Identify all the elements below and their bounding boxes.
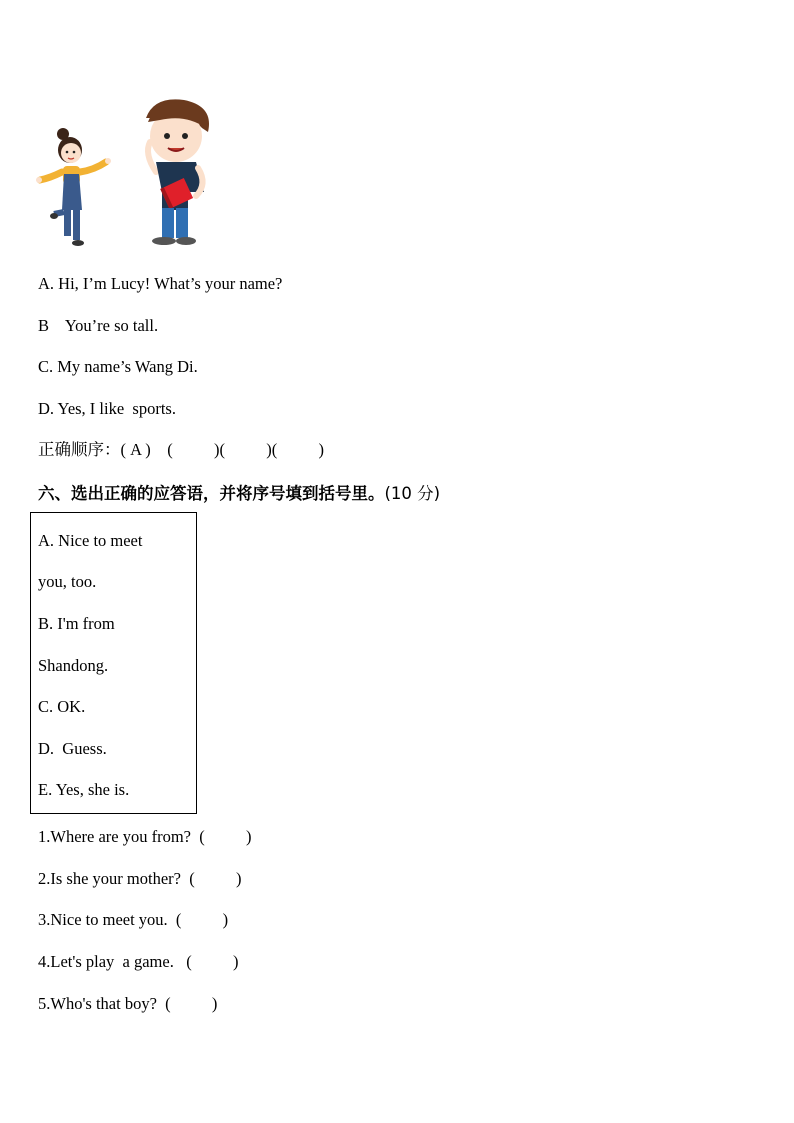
- options-box: [30, 512, 197, 814]
- answer-first: ( A ): [120, 440, 151, 459]
- answer-blanks: ( )( )( ): [167, 440, 324, 459]
- box-line-3: B. I'm from: [38, 614, 115, 633]
- children-illustration: [36, 92, 216, 252]
- option-b: B You’re so tall.: [38, 316, 159, 335]
- question-5: 5.Who's that boy? ( ): [38, 994, 218, 1013]
- section-heading: [38, 480, 440, 504]
- section-heading-text: 六、选出正确的应答语，并将序号填到括号里。: [38, 484, 385, 503]
- question-3: 3.Nice to meet you. ( ): [38, 910, 229, 929]
- option-c: C. My name’s Wang Di.: [38, 357, 198, 376]
- question-2: 2.Is she your mother? ( ): [38, 869, 242, 888]
- boy-figure: [146, 99, 209, 245]
- box-line-7: E. Yes, she is.: [38, 780, 130, 799]
- box-line-5: C. OK.: [38, 697, 86, 716]
- box-line-6: D. Guess.: [38, 739, 107, 758]
- girl-figure: [36, 128, 111, 246]
- question-1: 1.Where are you from? ( ): [38, 827, 252, 846]
- section-score: (10 分): [384, 484, 441, 503]
- option-d: D. Yes, I like sports.: [38, 399, 176, 418]
- answer-order-line: [38, 440, 324, 460]
- box-line-2: you, too.: [38, 572, 97, 591]
- option-a: A. Hi, I’m Lucy! What’s your name?: [38, 274, 283, 293]
- box-line-4: Shandong.: [38, 656, 109, 675]
- answer-order-label: 正确顺序：: [38, 440, 121, 459]
- question-4: 4.Let's play a game. ( ): [38, 952, 239, 971]
- box-line-1: A. Nice to meet: [38, 531, 143, 550]
